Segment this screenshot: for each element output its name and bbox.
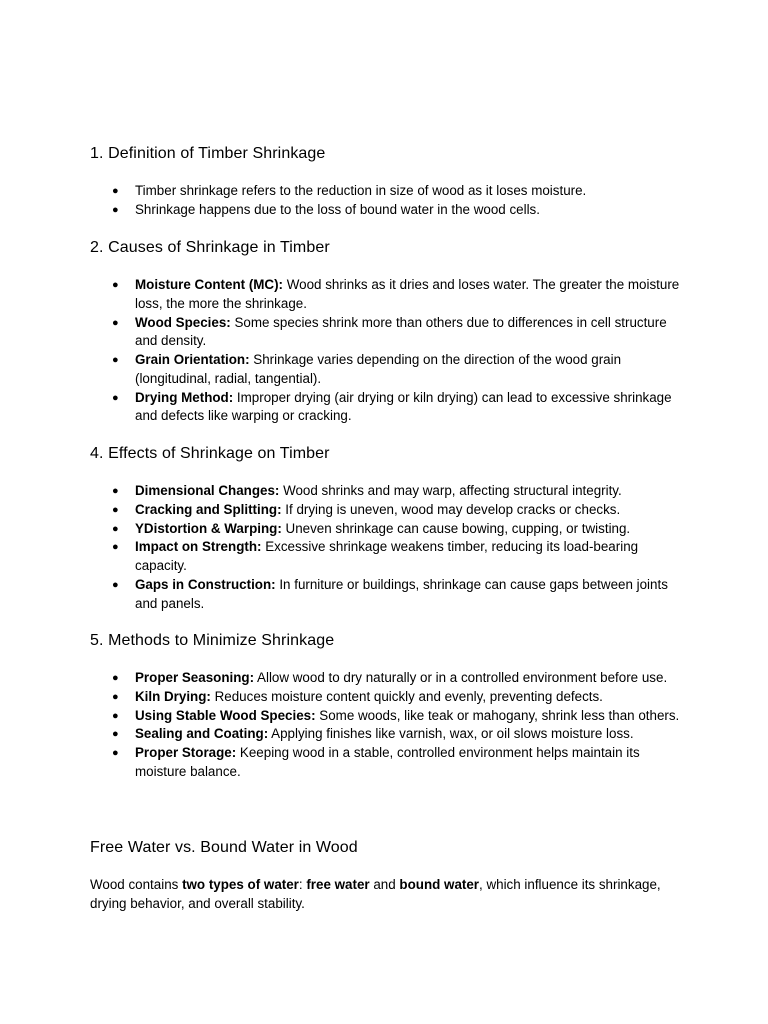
section-heading: 2. Causes of Shrinkage in Timber [90,239,330,256]
bullet-list [90,182,680,220]
section-effects [90,443,680,613]
bullet-icon: ● [112,690,119,703]
list-item: ● Proper Storage: Keeping wood in a stable, controlled environment helps maintain its moisture balance. [112,745,640,779]
bullet-icon: ● [112,541,119,554]
bullet-icon: ● [112,578,119,591]
bullet-icon: ● [112,391,119,404]
bullet-icon: ● [112,354,119,366]
list-item: ● Proper Seasoning: Allow wood to dry naturally or in a controlled environment before use. [90,669,680,688]
list-item: ● Sealing and Coating: Applying finishes like varnish, wax, or oil slows moisture loss. [90,725,680,744]
bullet-icon: ● [112,728,119,741]
bullet-icon: ● [112,709,119,722]
section-heading: 1. Definition of Timber Shrinkage [90,145,326,162]
list-item: ● Impact on Strength: Excessive shrinkage weakens timber, reducing its load-bearing capacity. [112,539,639,573]
list-item: ● Moisture Content (MC): Wood shrinks as it dries and loses water. The greater the moisture loss, the more the shrinkage. [112,277,680,311]
section-free-vs-bound-water [90,837,680,914]
bullet-icon: ● [112,185,119,197]
list-item: ● YDistortion & Warping: Uneven shrinkage can cause bowing, cupping, or twisting. [90,520,680,539]
list-item: ● Dimensional Changes: Wood shrinks and may warp, affecting structural integrity. [90,482,680,501]
bullet-icon: ● [112,503,119,516]
bullet-list [90,276,680,426]
list-item: ● Timber shrinkage refers to the reduction in size of wood as it loses moisture. [90,182,680,201]
section-methods [90,630,680,782]
bullet-list [90,669,680,782]
bullet-icon: ● [112,747,119,759]
section-heading: Free Water vs. Bound Water in Wood [90,839,358,856]
list-item: ● Cracking and Splitting: If drying is uneven, wood may develop cracks or checks. [90,501,680,520]
bullet-icon: ● [112,672,119,684]
section-definition [90,143,680,220]
list-item: ● Shrinkage happens due to the loss of bound water in the wood cells. [90,201,680,220]
bullet-icon: ● [112,279,119,291]
bullet-icon: ● [112,203,119,216]
list-item: ● Grain Orientation: Shrinkage varies depending on the direction of the wood grain (longitudinal, radial, tangential). [112,352,622,386]
section-causes [90,237,680,426]
bullet-icon: ● [112,485,119,497]
list-item: ● Wood Species: Some species shrink more than others due to differences in cell structure and density. [112,314,667,349]
list-item: ● Gaps in Construction: In furniture or buildings, shrinkage can cause gaps between joints and panels. [112,576,668,611]
section-heading: 4. Effects of Shrinkage on Timber [90,445,330,462]
bullet-list [90,482,680,613]
bullet-icon: ● [112,316,119,329]
paragraph: Wood contains two types of water: free water and bound water, which influence its shrinkage, drying behavior, and overall stability. [90,877,661,911]
bullet-icon: ● [112,522,119,535]
list-item: ● Drying Method: Improper drying (air drying or kiln drying) can lead to excessive shrinkage and defects like warping or cracking. [112,389,672,424]
list-item: ● Using Stable Wood Species: Some woods, like teak or mahogany, shrink less than others. [90,707,680,726]
list-item: ● Kiln Drying: Reduces moisture content quickly and evenly, preventing defects. [90,688,680,707]
section-heading: 5. Methods to Minimize Shrinkage [90,632,335,649]
